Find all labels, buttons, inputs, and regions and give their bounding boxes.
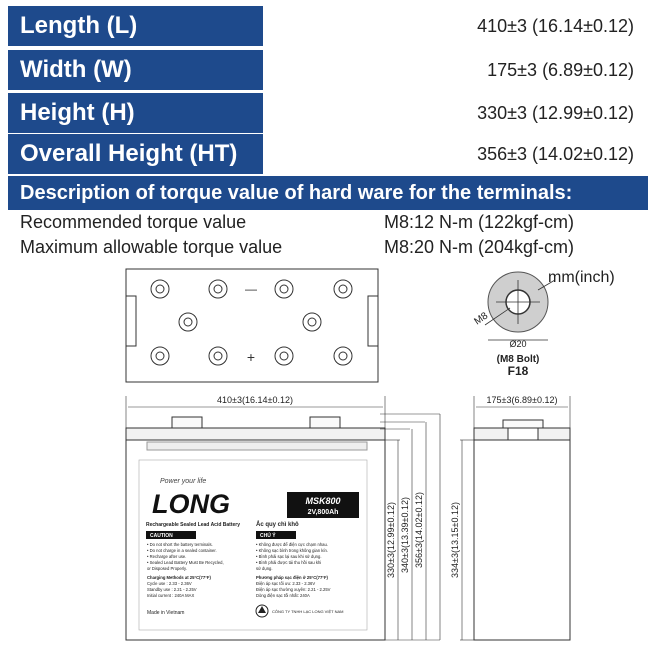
terminal-icon (275, 280, 293, 298)
dim-340: 340±3(13.39±0.12) (400, 497, 410, 573)
terminal-icon (334, 280, 352, 298)
recommended-torque-label: Recommended torque value (20, 212, 247, 232)
overall-dimension: 356±3(14.02±0.12) (414, 492, 424, 568)
vn-charge-text: Phương pháp sạc điện ở 25°C(77°F) Điện áp sạc tối ưu: 2.33 - 2.36V Điện áp sạc thường xuyên: 2.21 - 2.25V Dòng điện sạc tối nhất: 240A (256, 575, 331, 598)
terminal-icon (179, 313, 197, 331)
spec-label: Overall Height (HT) (8, 134, 263, 174)
terminal-icon (303, 313, 321, 331)
spec-label: Width (W) (8, 50, 263, 90)
bolt-type-label: (M8 Bolt) (496, 354, 540, 365)
spec-value: 175±3 (6.89±0.12) (487, 60, 634, 80)
spec-label: Length (L) (8, 6, 263, 46)
torque-title-bar: Description of torque value of hard ware for the terminals: (8, 176, 648, 210)
terminal-icon (209, 280, 227, 298)
product-label (139, 460, 367, 630)
terminal-icon (151, 280, 169, 298)
length-dimension: 410±3(16.14±0.12) (217, 395, 293, 405)
terminal-icon (209, 347, 227, 365)
terminal-code: F18 (507, 364, 529, 378)
charge-text: Charging Methods at 25°C(77°F) Cycle use : 2.33 - 2.36V Standby use : 2.21 - 2.25V Initial current : 240A MAX (147, 575, 211, 598)
height-dimension: 330±3(12.99±0.12) (386, 502, 396, 578)
terminal-detail (485, 272, 555, 340)
unit-label: mm(inch) (548, 269, 615, 286)
negative-polarity: — (245, 282, 257, 296)
side-dimension: 334±3(13.15±0.12) (450, 502, 460, 578)
model-name: MSK800 (305, 496, 341, 506)
spec-value: 356±3 (14.02±0.12) (477, 144, 634, 164)
width-dimension: 175±3(6.89±0.12) (486, 395, 558, 405)
brand-logo: LONG (152, 489, 230, 519)
terminal-icon (275, 347, 293, 365)
made-in: Made in Vietnam (147, 610, 185, 616)
spec-value: 410±3 (16.14±0.12) (477, 16, 634, 36)
vn-caution-text: • Không được để điện cực chạm nhau. • Không sạc bình trong không gian kín. • Bình phải sạc lại sau khi sử dụng. • Bình phải được tái thu hồi sau khi sử dụng. (256, 542, 329, 571)
battery-type: Rechargeable Sealed Lead Acid Battery (146, 522, 241, 528)
positive-polarity: + (246, 349, 256, 365)
side-view (460, 396, 570, 640)
spec-value: 330±3 (12.99±0.12) (477, 103, 634, 123)
bolt-label: M8 (472, 310, 491, 328)
recommended-torque-value: M8:12 N-m (122kgf-cm) (384, 212, 575, 232)
vn-title: Ắc quy chì khô (256, 522, 299, 528)
diameter-label: Ø20 (509, 339, 527, 349)
company-name: CÔNG TY TNHH LẠC LONG VIỆT NAM (272, 609, 344, 614)
terminal-icon (334, 347, 352, 365)
vn-caution-badge: CHÚ Ý (260, 533, 276, 539)
caution-badge: CAUTION (150, 533, 173, 539)
caution-text: • Do not short the battery terminals. • Do not charge in a sealed container. • Recharge after use. • Sealed Lead Battery Must Be Recycled, or Disposed Properly. (147, 542, 224, 571)
max-torque-value: M8:20 N-m (204kgf-cm) (384, 237, 575, 257)
terminal-icon (151, 347, 169, 365)
spec-label: Height (H) (8, 93, 263, 133)
tagline: Power your life (160, 478, 207, 485)
max-torque-label: Maximum allowable torque value (20, 237, 283, 257)
model-rating: 2V,800Ah (307, 509, 339, 516)
